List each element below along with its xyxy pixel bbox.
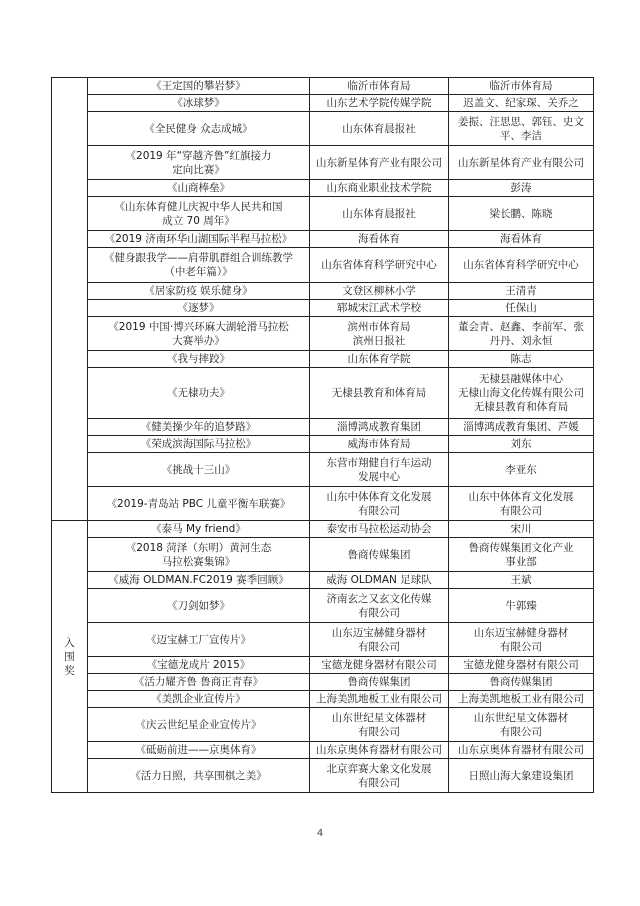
creator-cell: 山东京奥体育器材有限公司 — [449, 742, 594, 759]
work-title-cell: 《砥砺前进——京奥体育》 — [88, 742, 310, 759]
creator-cell: 刘东 — [449, 436, 594, 453]
submitting-unit-cell: 文登区柳林小学 — [310, 283, 449, 300]
work-title-cell: 《居家防疫 娱乐健身》 — [88, 283, 310, 300]
submitting-unit-cell: 济南玄之又玄文化传媒 有限公司 — [310, 589, 449, 623]
submitting-unit-cell: 上海美凯地板工业有限公司 — [310, 691, 449, 708]
table-row — [52, 317, 594, 351]
work-title-cell: 《威海 OLDMAN.FC2019 赛季回顾》 — [88, 572, 310, 589]
table-row — [52, 674, 594, 691]
submitting-unit-cell: 山东体育晨报社 — [310, 112, 449, 146]
table-row — [52, 759, 594, 793]
work-title-cell: 《2018 菏泽（东明）黄河生态 马拉松赛集锦》 — [88, 538, 310, 572]
creator-cell: 王斌 — [449, 572, 594, 589]
table-row — [52, 657, 594, 674]
submitting-unit-cell: 山东体育晨报社 — [310, 197, 449, 231]
submitting-unit-cell: 山东世纪星文体器材 有限公司 — [310, 708, 449, 742]
table-row — [52, 453, 594, 487]
work-title-cell: 《无棣功夫》 — [88, 368, 310, 419]
creator-cell: 彭涛 — [449, 180, 594, 197]
creator-cell: 王清青 — [449, 283, 594, 300]
creator-cell: 无棣县融媒体中心 无棣山海文化传媒有限公司 无棣县教育和体育局 — [449, 368, 594, 419]
creator-cell: 牛郭臻 — [449, 589, 594, 623]
submitting-unit-cell: 无棣县教育和体育局 — [310, 368, 449, 419]
work-title-cell: 《刀剑如梦》 — [88, 589, 310, 623]
submitting-unit-cell: 山东省体育科学研究中心 — [310, 248, 449, 283]
table-row — [52, 589, 594, 623]
work-title-cell: 《逐梦》 — [88, 300, 310, 317]
creator-cell: 董会青、赵鑫、李前军、张 丹丹、刘永恒 — [449, 317, 594, 351]
creator-cell: 山东世纪星文体器材 有限公司 — [449, 708, 594, 742]
creator-cell: 山东迈宝赫健身器材 有限公司 — [449, 623, 594, 657]
submitting-unit-cell: 山东新星体育产业有限公司 — [310, 146, 449, 180]
table-row — [52, 623, 594, 657]
work-title-cell: 《山商棒垒》 — [88, 180, 310, 197]
table-row — [52, 300, 594, 317]
table-row — [52, 521, 594, 538]
work-title-cell: 《2019 年“穿越齐鲁”红旗接力 定向比赛》 — [88, 146, 310, 180]
work-title-cell: 《我与摔跤》 — [88, 351, 310, 368]
creator-cell: 梁长鹏、陈晓 — [449, 197, 594, 231]
table-row — [52, 231, 594, 248]
creator-cell: 日照山海大象建设集团 — [449, 759, 594, 793]
table-row — [52, 351, 594, 368]
submitting-unit-cell: 泰安市马拉松运动协会 — [310, 521, 449, 538]
submitting-unit-cell: 威海市体育局 — [310, 436, 449, 453]
table-row — [52, 368, 594, 419]
creator-cell: 鲁商传媒集团文化产业 事业部 — [449, 538, 594, 572]
creator-cell: 鲁商传媒集团 — [449, 674, 594, 691]
table-row — [52, 487, 594, 521]
creator-cell: 山东省体育科学研究中心 — [449, 248, 594, 283]
creator-cell: 迟盖文、纪家琛、关乔之 — [449, 95, 594, 112]
work-title-cell: 《2019 中国·博兴环麻大湖轮滑马拉松 大赛举办》 — [88, 317, 310, 351]
submitting-unit-cell: 东营市翔健自行车运动 发展中心 — [310, 453, 449, 487]
creator-cell: 海看体育 — [449, 231, 594, 248]
table-row — [52, 742, 594, 759]
submitting-unit-cell: 宝德龙健身器材有限公司 — [310, 657, 449, 674]
submitting-unit-cell: 北京弈赛大象文化发展 有限公司 — [310, 759, 449, 793]
table-row — [52, 691, 594, 708]
table-row — [52, 95, 594, 112]
submitting-unit-cell: 郓城宋江武术学校 — [310, 300, 449, 317]
work-title-cell: 《挑战十三山》 — [88, 453, 310, 487]
submitting-unit-cell: 威海 OLDMAN 足球队 — [310, 572, 449, 589]
work-title-cell: 《美凯企业宣传片》 — [88, 691, 310, 708]
creator-cell: 山东新星体育产业有限公司 — [449, 146, 594, 180]
submitting-unit-cell: 山东中体体育文化发展 有限公司 — [310, 487, 449, 521]
table-row — [52, 283, 594, 300]
submitting-unit-cell: 鲁商传媒集团 — [310, 674, 449, 691]
submitting-unit-cell: 鲁商传媒集团 — [310, 538, 449, 572]
submitting-unit-cell: 海看体育 — [310, 231, 449, 248]
work-title-cell: 《活力日照，共享围棋之美》 — [88, 759, 310, 793]
work-title-cell: 《健身跟我学——肩带肌群组合训练教学 （中老年篇）》 — [88, 248, 310, 283]
table-row — [52, 197, 594, 231]
creator-cell: 宋川 — [449, 521, 594, 538]
submitting-unit-cell: 山东京奥体育器材有限公司 — [310, 742, 449, 759]
submitting-unit-cell: 山东商业职业技术学院 — [310, 180, 449, 197]
table-row — [52, 419, 594, 436]
table-row — [52, 436, 594, 453]
submitting-unit-cell: 山东体育学院 — [310, 351, 449, 368]
work-title-cell: 《健美操少年的追梦路》 — [88, 419, 310, 436]
creator-cell: 任保山 — [449, 300, 594, 317]
work-title-cell: 《全民健身 众志成城》 — [88, 112, 310, 146]
submitting-unit-cell: 临沂市体育局 — [310, 78, 449, 95]
table-row — [52, 112, 594, 146]
work-title-cell: 《庆云世纪星企业宣传片》 — [88, 708, 310, 742]
submitting-unit-cell: 山东艺术学院传媒学院 — [310, 95, 449, 112]
work-title-cell: 《冰球梦》 — [88, 95, 310, 112]
award-category-cell — [52, 78, 88, 521]
work-title-cell: 《宝德龙成片 2015》 — [88, 657, 310, 674]
work-title-cell: 《2019 济南环华山湖国际半程马拉松》 — [88, 231, 310, 248]
awards-table — [51, 77, 594, 793]
submitting-unit-cell: 山东迈宝赫健身器材 有限公司 — [310, 623, 449, 657]
creator-cell: 李亚东 — [449, 453, 594, 487]
submitting-unit-cell: 滨州市体育局 滨州日报社 — [310, 317, 449, 351]
table-row — [52, 248, 594, 283]
creator-cell: 临沂市体育局 — [449, 78, 594, 95]
award-category-cell: 入 围 奖 — [52, 521, 88, 793]
awards-table-body — [52, 78, 594, 793]
submitting-unit-cell: 淄博鸿成教育集团 — [310, 419, 449, 436]
creator-cell: 山东中体体育文化发展 有限公司 — [449, 487, 594, 521]
table-row — [52, 708, 594, 742]
work-title-cell: 《王定国的攀岩梦》 — [88, 78, 310, 95]
work-title-cell: 《迈宝赫工厂宣传片》 — [88, 623, 310, 657]
table-row — [52, 180, 594, 197]
table-row — [52, 146, 594, 180]
creator-cell: 宝德龙健身器材有限公司 — [449, 657, 594, 674]
creator-cell: 陈志 — [449, 351, 594, 368]
table-row — [52, 572, 594, 589]
creator-cell: 姜振、汪思思、郭钰、史文 平、李洁 — [449, 112, 594, 146]
creator-cell: 上海美凯地板工业有限公司 — [449, 691, 594, 708]
table-row — [52, 78, 594, 95]
work-title-cell: 《泰马 My friend》 — [88, 521, 310, 538]
creator-cell: 淄博鸿成教育集团、芦媛 — [449, 419, 594, 436]
table-row — [52, 538, 594, 572]
page-number: 4 — [316, 828, 324, 839]
work-title-cell: 《荣成滨海国际马拉松》 — [88, 436, 310, 453]
work-title-cell: 《活力耀齐鲁 鲁商正青春》 — [88, 674, 310, 691]
work-title-cell: 《山东体育健儿庆祝中华人民共和国 成立 70 周年》 — [88, 197, 310, 231]
work-title-cell: 《2019-青岛站 PBC 儿童平衡车联赛》 — [88, 487, 310, 521]
